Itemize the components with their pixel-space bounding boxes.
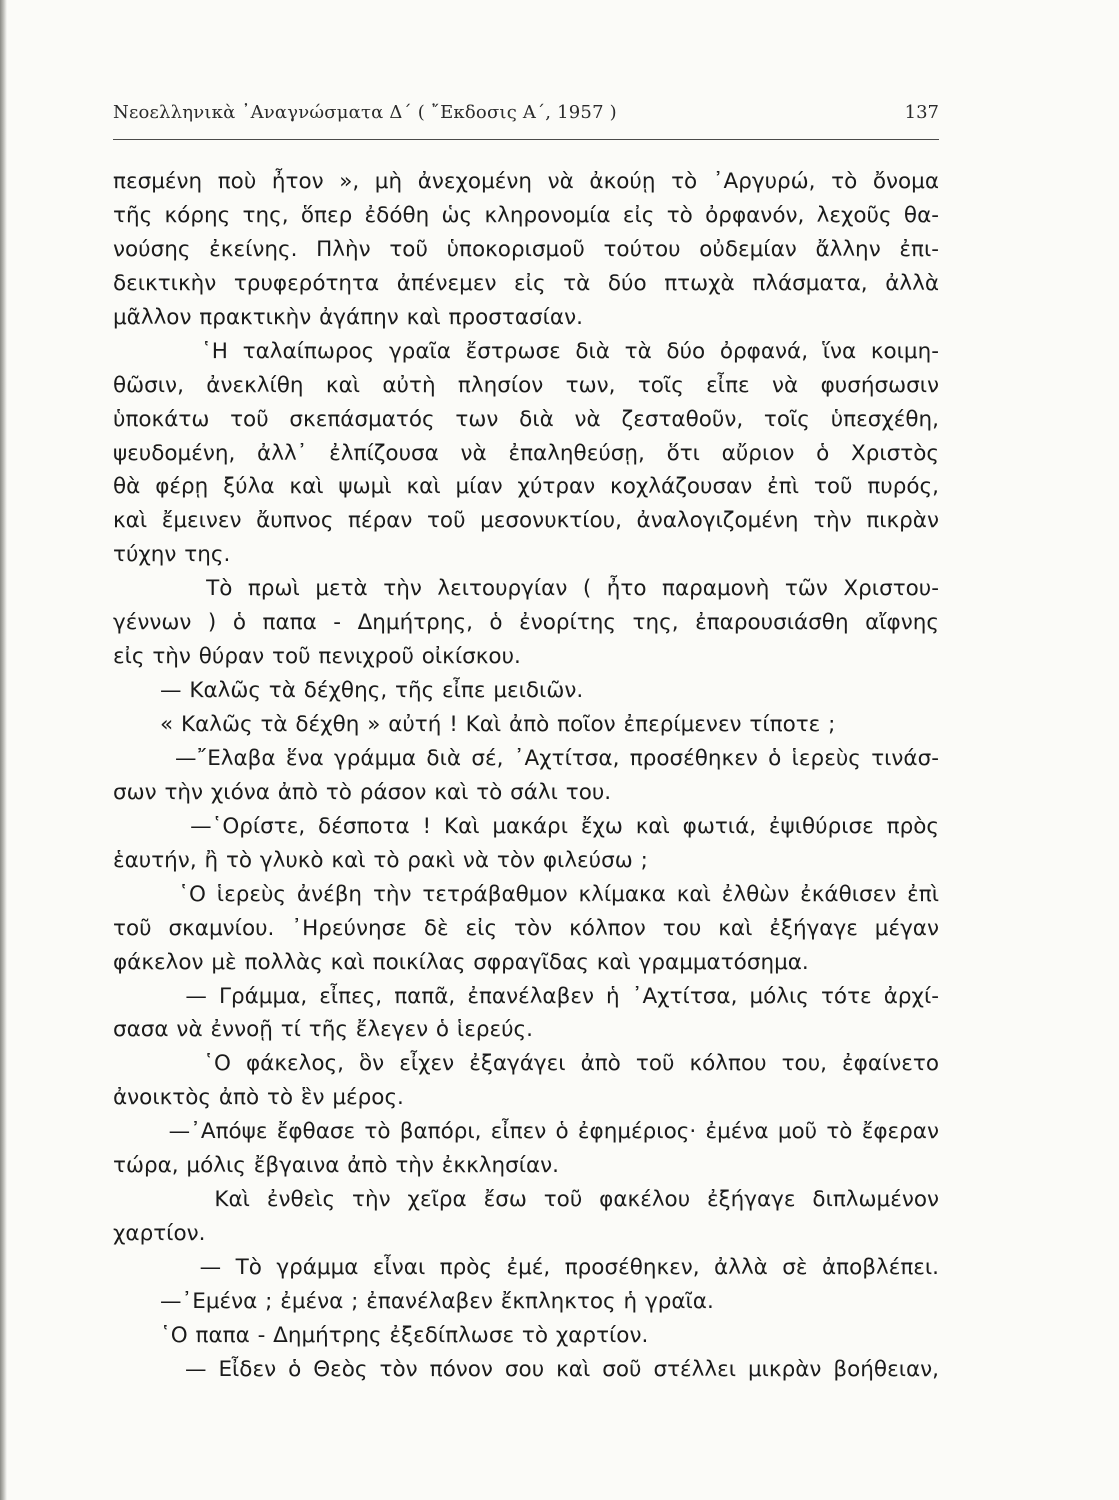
text-line: ῾Ο φάκελος, ὃν εἶχεν ἐξαγάγει ἀπὸ τοῦ κόλπου του, ἐφαίνετο [113,1051,939,1077]
text-line: ῾Η ταλαίπωρος γραῖα ἔστρωσε διὰ τὰ δύο ὀρφανά, ἵνα κοιμη- [113,338,939,364]
text-line: ῾Ο παπα - Δημήτρης ἐξεδίπλωσε τὸ χαρτίον. [113,1322,649,1348]
body-text [113,165,939,1387]
text-line: σασα νὰ ἐννοῇ τί τῆς ἔλεγεν ὁ ἱερεύς. [113,1017,533,1043]
text-line: δεικτικὴν τρυφερότητα ἀπένεμεν εἰς τὰ δύο πτωχὰ πλάσματα, ἀλλὰ [113,270,939,296]
text-line: « Καλῶς τὰ δέχθη » αὐτή ! Καὶ ἀπὸ ποῖον ἐπερίμενεν τίποτε ; [113,712,836,737]
text-line: εἰς τὴν θύραν τοῦ πενιχροῦ οἰκίσκου. [113,644,521,670]
text-line: ψευδομένη, ἀλλ᾿ ἐλπίζουσα νὰ ἐπαληθεύσῃ, ὅτι αὔριον ὁ Χριστὸς [113,440,939,466]
text-line: Καὶ ἐνθεὶς τὴν χεῖρα ἔσω τοῦ φακέλου ἐξήγαγε διπλωμένον [113,1187,939,1213]
header-rule [113,139,939,140]
text-line: πεσμένη ποὺ ἦτον », μὴ ἀνεχομένη νὰ ἀκούῃ τὸ ᾿Αργυρώ, τὸ ὄνομα [113,169,939,194]
text-line: —῎Ελαβα ἕνα γράμμα διὰ σέ, ᾿Αχτίτσα, προσέθηκεν ὁ ἱερεὺς τινάσ- [113,745,939,771]
text-line: σων τὴν χιόνα ἀπὸ τὸ ράσον καὶ τὸ σάλι του. [113,779,612,805]
text-line: ῾Ο ἱερεὺς ἀνέβη τὴν τετράβαθμον κλίμακα καὶ ἐλθὼν ἐκάθισεν ἐπὶ [113,881,939,907]
text-line: ὑποκάτω τοῦ σκεπάσματός των διὰ νὰ ζεσταθοῦν, τοῖς ὑπεσχέθη, [113,406,939,432]
text-line: χαρτίον. [113,1221,206,1247]
text-line: γέννων ) ὁ παπα - Δημήτρης, ὁ ἐνορίτης της, ἐπαρουσιάσθη αἴφνης [113,610,939,636]
text-line: μᾶλλον πρακτικὴν ἀγάπην καὶ προστασίαν. [113,304,583,330]
text-line: Τὸ πρωὶ μετὰ τὴν λειτουργίαν ( ἦτο παραμονὴ τῶν Χριστου- [113,576,939,602]
text-line: τοῦ σκαμνίου. ᾿Ηρεύνησε δὲ εἰς τὸν κόλπον του καὶ ἐξήγαγε μέγαν [113,915,939,941]
text-line: καὶ ἔμεινεν ἄυπνος πέραν τοῦ μεσονυκτίου, ἀναλογιζομένη τὴν πικρὰν [113,508,939,534]
text-line: τῆς κόρης της, ὅπερ ἐδόθη ὡς κληρονομία εἰς τὸ ὀρφανόν, λεχοῦς θα- [113,202,939,228]
scan-shadow-edge [0,0,7,1500]
text-line: ἀνοικτὸς ἀπὸ τὸ ἓν μέρος. [113,1085,404,1111]
running-title: Νεοελληνικὰ ᾿Αναγνώσματα Δ΄ ( ῎Εκδοσις Α΄, 1957 ) [113,102,617,123]
text-line: φάκελον μὲ πολλὰς καὶ ποικίλας σφραγῖδας καὶ γραμματόσημα. [113,949,809,975]
page-header [113,102,939,132]
text-line: — Καλῶς τὰ δέχθης, τῆς εἶπε μειδιῶν. [113,678,584,704]
text-line: —῾Ορίστε, δέσποτα ! Καὶ μακάρι ἔχω καὶ φωτιά, ἐψιθύρισε πρὸς [113,813,939,839]
text-line: —᾿Απόψε ἔφθασε τὸ βαπόρι, εἶπεν ὁ ἐφημέριος· ἐμένα μοῦ τὸ ἔφεραν [113,1119,939,1145]
text-line: τώρα, μόλις ἔβγαινα ἀπὸ τὴν ἐκκλησίαν. [113,1153,560,1179]
text-line: — Γράμμα, εἶπες, παπᾶ, ἐπανέλαβεν ἡ ᾿Αχτίτσα, μόλις τότε ἀρχί- [113,983,939,1009]
text-line: νούσης ἐκείνης. Πλὴν τοῦ ὑποκορισμοῦ τούτου οὐδεμίαν ἄλλην ἐπι- [113,236,939,262]
text-line: — Τὸ γράμμα εἶναι πρὸς ἐμέ, προσέθηκεν, ἀλλὰ σὲ ἀποβλέπει. [113,1255,939,1280]
text-line: —᾿Εμένα ; ἐμένα ; ἐπανέλαβεν ἔκπληκτος ἡ γραῖα. [113,1288,714,1314]
text-line: τύχην της. [113,542,231,568]
text-line: — Εἶδεν ὁ Θεὸς τὸν πόνον σου καὶ σοῦ στέλλει μικρὰν βοήθειαν, [113,1356,939,1382]
text-line: ἑαυτήν, ἢ τὸ γλυκὸ καὶ τὸ ρακὶ νὰ τὸν φιλεύσω ; [113,847,648,873]
text-line: θῶσιν, ἀνεκλίθη καὶ αὐτὴ πλησίον των, τοῖς εἶπε νὰ φυσήσωσιν [113,372,939,398]
page-number: 137 [904,102,939,123]
text-line: θὰ φέρῃ ξύλα καὶ ψωμὶ καὶ μίαν χύτραν κοχλάζουσαν ἐπὶ τοῦ πυρός, [113,474,939,500]
